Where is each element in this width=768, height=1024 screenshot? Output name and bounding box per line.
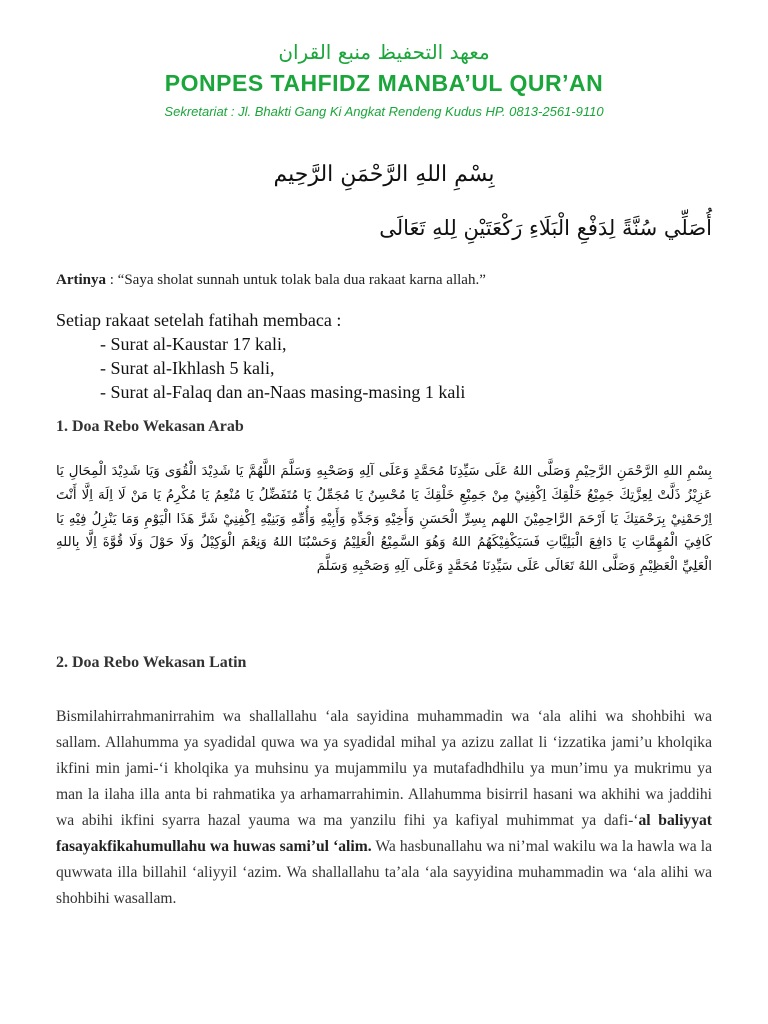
institution-title: PONPES TAHFIDZ MANBA’UL QUR’AN (164, 70, 604, 96)
doa-latin-part-2: Wa hasbunallahu wa ni’mal wakilu wa la hawla wa la quwwata illa billahil ‘aliyyil ‘azim. Wa shallallahu ta’ala ‘ala sayyidina muhammadin wa ‘ala alihi wa shohbihi wasallam. (56, 838, 713, 907)
institution-arabic-name: معهد التحفيظ منبع القران (278, 40, 490, 64)
doa-latin-bold-part: al baliyyat fasayakfikahumullahu wa huwas sami’ul ‘alim. (56, 812, 712, 855)
basmalah: بِسْمِ اللهِ الرَّحْمَنِ الرَّحِيم (273, 162, 495, 187)
instructions-intro: Setiap rakaat setelah fatihah membaca : (56, 310, 342, 330)
translation-label: Artinya (56, 272, 106, 288)
translation-line (56, 272, 716, 289)
section-heading-arab: 1. Doa Rebo Wekasan Arab (56, 418, 244, 435)
translation-text: : “Saya sholat sunnah untuk tolak bala dua rakaat karna allah.” (106, 272, 486, 288)
surah-list (56, 332, 716, 404)
institution-address: Sekretariat : Jl. Bhakti Gang Ki Angkat Rendeng Kudus HP. 0813-2561-9110 (164, 104, 604, 119)
section-heading-latin: 2. Doa Rebo Wekasan Latin (56, 654, 247, 671)
instructions-block (56, 308, 716, 404)
doa-arabic-text: بِسْمِ اللهِ الرَّحْمَنِ الرَّحِيْمِ وَصَلَّى اللهُ عَلَى سَيِّدِنَا مُحَمَّدٍ وَعَلَى آلِهِ وَصَحْبِهِ وَسَلَّمَ اللَّهُمَّ يَا شَدِيْدَ الْقُوَى وَيَا شَدِيْدَ الْمِحَالِ يَا عَزِيْزُ ذَلَّتْ لِعِزَّتِكَ جَمِيْعُ خَلْقِكَ اِكْفِنِيْ مِنْ جَمِيْعِ خَلْقِكَ يَا مُحْسِنُ يَا مُجَمِّلُ يَا مُتَفَضِّلُ يَا مُنْعِمُ يَا مُكْرِمُ يَا مَنْ لَا اِلَهَ اِلَّا أَنْتَ اِرْحَمْنِيْ بِرَحْمَتِكَ يَا اَرْحَمَ الرَّاحِمِيْنَ اللهم بِسِرِّ الْحَسَنِ وَأَخِيْهِ وَجَدِّهِ وَأَبِيْهِ وَأُمِّهِ وَبَنِيْهِ اِكْفِنِيْ شَرَّ هَذَا الْيَوْمِ وَمَا يَنْزِلُ فِيْهِ يَا كَافِيَ الْمُهِمَّاتِ يَا دَافِعَ الْبَلِيَّاتِ فَسَيَكْفِيْكَهُمُ اللهُ وَهُوَ السَّمِيْعُ الْعَلِيْمُ وَحَسْبُنَا اللهُ وَنِعْمَ الْوَكِيْلُ وَلَا حَوْلَ وَلَا قُوَّةَ اِلَّا بِاللهِ الْعَلِيِّ الْعَظِيْمِ وَصَلَّى اللهُ تَعَالَى عَلَى سَيِّدِنَا مُحَمَّدٍ وَعَلَى آلِهِ وَصَحْبِهِ وَسَلَّمَ (56, 464, 712, 575)
niat-arabic: أُصَلِّي سُنَّةً لِدَفْعِ الْبَلَاءِ رَكْعَتَيْنِ لِلهِ تَعَالَى (379, 216, 712, 240)
surah-list-item: - Surat al-Kaustar 17 kali, (100, 334, 287, 354)
doa-latin-text (56, 704, 712, 912)
doa-latin-part-1: Bismilahirrahmanirrahim wa shallallahu ‘ala sayidina muhammadin wa ‘ala alihi wa shohbihi wa sallam. Allahumma ya syadidal quwa wa ya syadidal mihal ya azizu zallat li ‘izzatika jami’u kholqika ikfini min jami-‘i kholqika ya muhsinu ya mujammilu ya mutafadhdhilu ya mun’imu ya mukrimu ya man la ilaha illa anta bi rahmatika ya arhamarrahimin. Allahumma bisirril hasani wa akhihi wa jaddihi wa abihi ikfini syarra hazal yauma wa ma yanzilu fihi ya kafiyal muhimmat ya dafi-‘ (56, 708, 712, 829)
surah-list-item: - Surat al-Falaq dan an-Naas masing-masing 1 kali (100, 382, 466, 402)
surah-list-item: - Surat al-Ikhlash 5 kali, (100, 358, 275, 378)
